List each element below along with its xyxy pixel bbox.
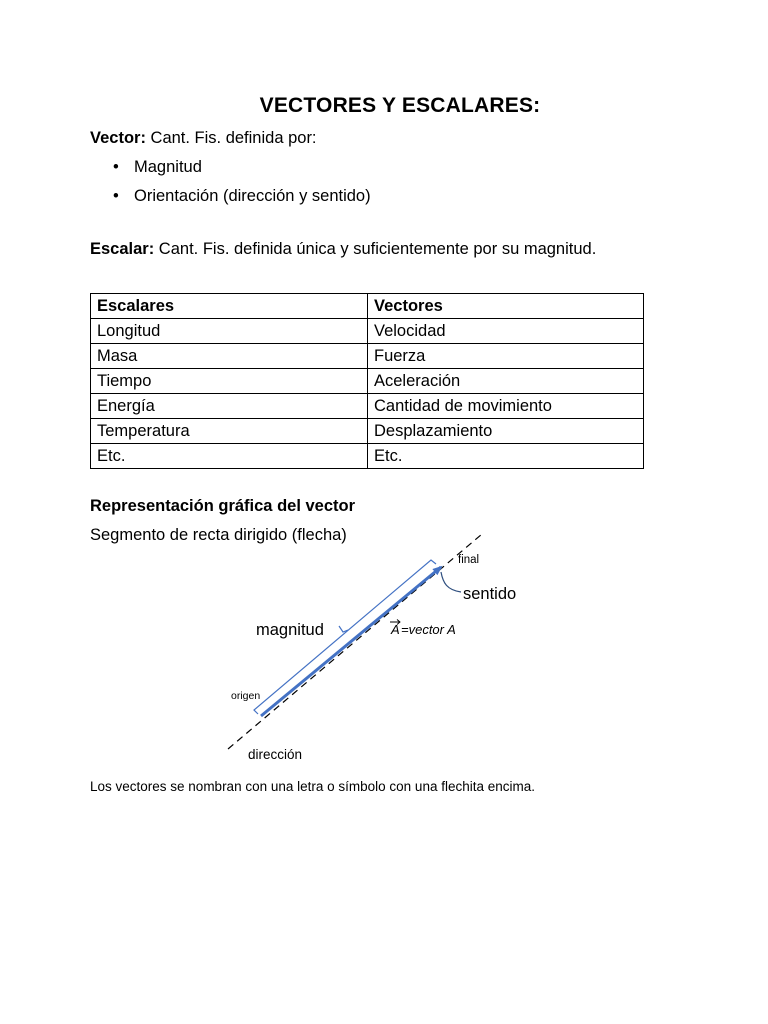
label-origen: origen: [231, 690, 261, 702]
table-cell: Fuerza: [368, 344, 644, 369]
table-cell: Temperatura: [91, 419, 368, 444]
table-row: [91, 444, 644, 469]
table-header-row: [91, 294, 644, 319]
footer-note: Los vectores se nombran con una letra o símbolo con una flechita encima.: [90, 779, 535, 794]
vector-equals-text: =vector A: [401, 622, 456, 637]
list-item: • Magnitud: [90, 154, 371, 183]
scalar-term: Escalar:: [90, 240, 155, 258]
list-item: • Orientación (dirección y sentido): [90, 183, 371, 212]
label-final: final: [458, 554, 480, 566]
table-cell: Cantidad de movimiento: [368, 394, 644, 419]
table-cell: Energía: [91, 394, 368, 419]
scalars-vectors-table: [90, 293, 644, 469]
table-row: [91, 344, 644, 369]
column-header-vectores: Vectores: [368, 294, 644, 319]
table-cell: Aceleración: [368, 369, 644, 394]
section-heading: Representación gráfica del vector: [90, 497, 356, 515]
table-row: [91, 369, 644, 394]
direction-line: [228, 534, 482, 749]
table-cell: Tiempo: [91, 369, 368, 394]
scalar-definition-text: Cant. Fis. definida única y suficientemente por su magnitud.: [154, 240, 597, 258]
table-cell: Masa: [91, 344, 368, 369]
sentido-pointer: [441, 572, 461, 592]
vector-diagram: [0, 520, 768, 770]
vector-arrow: [261, 567, 441, 716]
vector-definition: [90, 129, 317, 148]
table-cell: Desplazamiento: [368, 419, 644, 444]
table-row: [91, 419, 644, 444]
label-sentido: sentido: [463, 585, 517, 603]
table-cell: Etc.: [368, 444, 644, 469]
vector-symbol: A: [391, 622, 400, 637]
column-header-escalares: Escalares: [91, 294, 368, 319]
table-cell: Velocidad: [368, 319, 644, 344]
vector-term: Vector:: [90, 129, 146, 147]
label-magnitud: magnitud: [256, 621, 324, 639]
vector-definition-text: Cant. Fis. definida por:: [145, 129, 317, 147]
vector-notation: [390, 620, 456, 638]
table-cell: Longitud: [91, 319, 368, 344]
scalar-definition: [90, 240, 596, 259]
table-row: [91, 394, 644, 419]
table-row: [91, 319, 644, 344]
label-direccion: dirección: [248, 747, 303, 762]
magnitude-brace-tick: [339, 626, 348, 632]
vector-bullet-list: [90, 154, 371, 212]
page-title: VECTORES Y ESCALARES:: [259, 94, 541, 117]
section-subtitle: Segmento de recta dirigido (flecha): [90, 526, 347, 544]
table-cell: Etc.: [91, 444, 368, 469]
